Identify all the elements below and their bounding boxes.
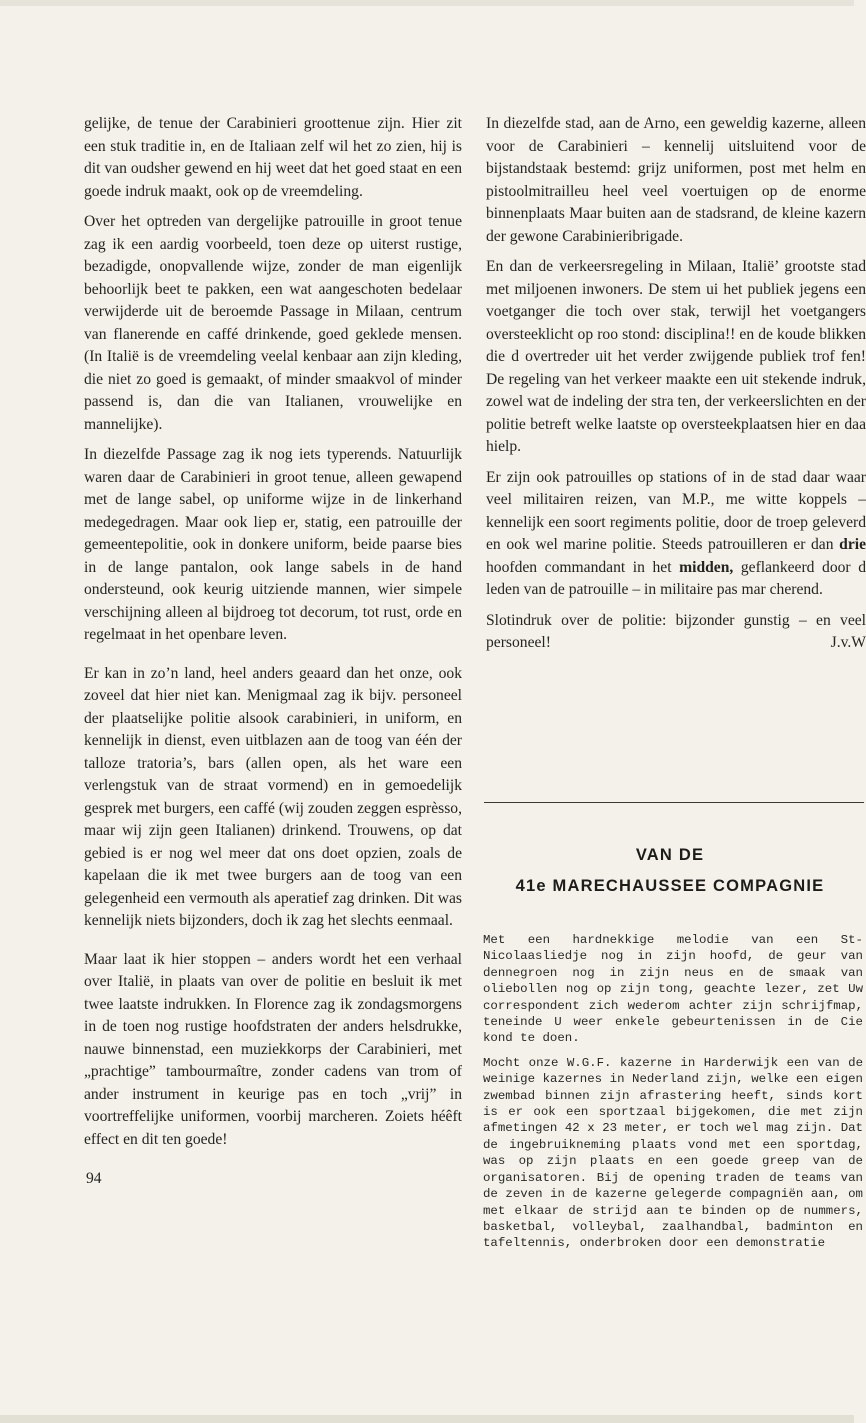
page-number: 94: [86, 1170, 102, 1187]
emphasis-midden: midden,: [679, 558, 734, 576]
left-paragraph-1: gelijke, de tenue der Carabinieri groottenue zijn. Hier zit een stuk traditie in, en de Italiaan zelf wil het zo zien, hij is dit van oudsher gewend en hij weet dat het goed staat en een goede indruk maakt, ook op de vreemdeling.: [84, 115, 462, 200]
left-column: [84, 113, 462, 1159]
left-paragraph-4: Er kan in zo’n land, heel anders geaard dan het onze, ook zoveel dat hier niet kan. Menigmaal zag ik bijv. personeel der plaatselijke politie alsook carabinieri, in uniform, en kennelijk in dienst, even uitblazen aan de toog van één der talloze tratoria’s, bars (allen open, als het ware een verlengstuk van de straat vormend) en in gemoedelijk gesprek met burgers, een caffé (wij zouden zeggen esprèsso, maar wij zijn geen Italianen) drinkend. Trouwens, op dat gebied is er nog wel meer dat ons doet opzien, zoals de kapelaan die ik met twee burgers aan de toog van een gelegenheid een vermouth als aperatief zag drinken. Dit was kennelijk niets bijzonders, doch ik zag het slechts eenmaal.: [84, 664, 462, 929]
emphasis-drie: drie: [839, 536, 866, 553]
closing-paragraph: [486, 610, 866, 655]
page-top-edge: [0, 0, 854, 6]
right-paragraph-1: In diezelfde stad, aan de Arno, een geweldig kazerne, alleen voor de Carabinieri – kennelij uitsluitend voor de bijstandstaak bestemd: grijz uniformen, post met helm en pistoolmitrailleu heel veel voertuigen op de enorme binnenplaats Maar buiten aan de stadsrand, de kleine kazern der gewone Carabinieribrigade.: [486, 115, 866, 245]
right-paragraph-3-part-1: Er zijn ook patrouilles op stations of in de stad daar waar veel militairen reizen, van M.P., me witte koppels – kennelijk een soort regiments politie, door de troep geleverd en ook wel marine politie. Steeds patrouilleren er dan: [486, 468, 866, 553]
right-paragraph-3: [486, 467, 866, 602]
section-heading-line-1: VAN DE: [635, 846, 705, 864]
right-paragraph-3-part-3: geflankeerd door d leden van de patrouille – in militaire pas mar cherend.: [486, 558, 866, 598]
right-paragraph-3-part-2: hoofden commandant in het: [486, 558, 672, 576]
right-column: [486, 113, 866, 663]
section-paragraph-2: Mocht onze W.G.F. kazerne in Harderwijk een van de weinige kazernes in Nederland zijn, welke een eigen zwembad binnen zijn afrastering heeft, sinds kort is er ook een sportzaal bijgekomen, die met zijn afmetingen 42 x 23 meter, er toch wel mag zijn. Dat de ingebruikneming plaats vond met een sportdag, was op zijn plaats en een goede greep van de organisatoren. Bij de opening traden de teams van de zeven in de kazerne gelegerde compagniën aan, om met elkaar de strijd aan te binden op de nummers, basketbal, volleybal, zaalhandbal, badminton en tafeltennis, onderbroken door een demonstratie: [483, 1055, 863, 1251]
page-bottom-edge: [0, 1415, 854, 1423]
section-divider: [484, 802, 864, 803]
left-paragraph-2: Over het optreden van dergelijke patrouille in groot tenue zag ik een aardig voorbeeld, toen deze op uiterst rustige, bezadigde, onopvallende wijze, zonder de man eigenlijk behoorlijk beet te pakken, een wat aangeschoten bedelaar verwijderde uit de beroemde Passage in Milaan, centrum van flanerende en caffé drinkende, goed geklede mensen. (In Italië is de vreemdeling veelal kenbaar aan zijn kleding, die niet zo goed is gemaakt, of minder smaakvol of minder passend is, dan die van Italianen, vrouwelijke en mannelijke).: [84, 213, 462, 433]
left-paragraph-5: Maar laat ik hier stoppen – anders wordt het een verhaal over Italië, in plaats van over de politie en besluit ik met twee laatste indrukken. In Florence zag ik zondagsmorgens in de toen nog rustige hoofdstraten der anders helsdrukke, nauwe binnenstad, een muziekkorps der Carabinieri, met „prachtige” tambourmaître, zonder cadens van trom of ander instrument in keurige pas en toch „vrij” in voortreffelijke uniformen, voorbij marcheren. Zoiets héêft effect en dit ten goede!: [84, 950, 462, 1148]
section-heading-line-2: 41e MARECHAUSSEE COMPAGNIE: [515, 877, 825, 895]
right-paragraph-2: En dan de verkeersregeling in Milaan, Italië’ grootste stad met miljoenen inwoners. De stem ui het publiek jegens een voetganger die toch over stak, terwijl het voetgangers oversteeklicht op roo stond: disciplina!! en de koude blikken die d overtreder uit het verder zwijgende publiek trof fen! De regeling van het verkeer maakte een uit stekende indruk, zowel wat de indeling der stra ten, der verkeerslichten en der politie betreft welke laatste op oversteekplaatsen hier en daa hielp.: [486, 258, 866, 455]
author-signature: J.v.W: [830, 634, 866, 651]
section-paragraph-1: Met een hardnekkige melodie van een St-Nicolaasliedje nog in zijn hoofd, de geur van dennegroen nog in zijn neus en de smaak van oliebollen nog op zijn tong, geachte lezer, zet Uw correspondent zich wederom achter zijn schrijfmap, teneinde U weer enkele gebeurtenissen in de Cie kond te doen.: [483, 933, 863, 1046]
left-paragraph-3: In diezelfde Passage zag ik nog iets typerends. Natuurlijk waren daar de Carabinieri in groot tenue, alleen gewapend met de lange sabel, op uniforme wijze in de linkerhand medegedragen. Maar ook liep er, statig, een patrouille der gemeentepolitie, ook in donkere uniform, beide paarse bies in de lange pantalon, ook lange sabels in de hand ondersteund, ook keurig uitziende mannen, wier simpele verschijning alleen al bijdroeg tot decorum, tot rust, orde en regelmaat in het openbare leven.: [84, 446, 462, 643]
closing-text: Slotindruk over de politie: bijzonder gunstig – en veel personeel!: [486, 611, 866, 651]
section-body: [483, 932, 863, 1260]
